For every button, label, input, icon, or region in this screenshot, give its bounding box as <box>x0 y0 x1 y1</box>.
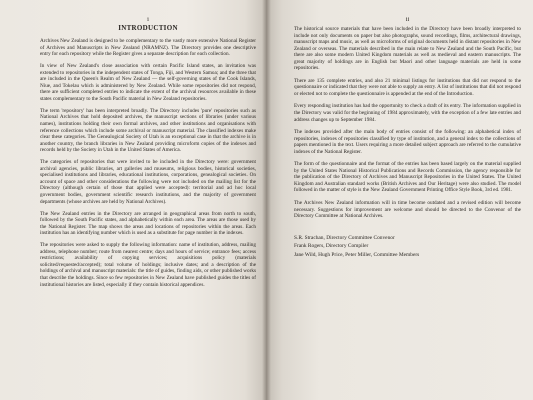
paragraph: The repositories were asked to supply the following information: name of institution, address, mailing address, telephone number; route from nearest centre; days and hours of service; entrance fees; access restrictions; availability of copying services; acquisitions policy (materials solicited/requested/accepted); total volume of holdings; inclusive dates; and a description of the holdings of archival and manuscript materials: the title of guides, finding aids, or other published works that describe the holdings. Since so few repositories in New Zealand have published guides the titles of institutional histories are listed, especially if they contain historical appendices. <box>40 242 256 288</box>
paragraph: The New Zealand entries in the Directory are arranged in geographical areas from north to south, followed by the South Pacific states, and alphabetically within each area. The areas are those used by the National Register. The map shows the areas and locations of repositories within the areas. Each institution has an identifying number which is used as a substitute for page number in the indexes. <box>40 210 256 237</box>
signature-line: Jane Wild, Hugh Price, Peter Miller, Committee Members <box>294 251 420 258</box>
page-number: i <box>147 16 149 23</box>
paragraph: The form of the questionnaire and the format of the entries has been based largely on the material supplied by the United States National Historical Publications and Records Commission, the agency responsible for the publication of the Directory of Archives and Manuscript Repositories in the United States. The United Kingdom and Australian standard works (British Archives and Our Heritage) were also studied. The model followed in the matter of style is the New Zealand Government Printing Office Style Book, 3rd ed. 1981. <box>294 161 521 194</box>
page-heading: INTRODUCTION <box>118 24 178 32</box>
paragraph: Every responding institution has had the opportunity to check a draft of its entry. The information supplied in the Directory was valid for the beginning of 1984 approximately, with the exception of a few late entries and address changes up to September 1984. <box>294 103 521 123</box>
paragraph: The historical source materials that have been included in the Directory have been broadly interpreted to include not only documents on paper but also photographs, sound recordings, films, architectural drawings, manuscript maps and music, as well as microforms of original documents held in distant repositories in New Zealand or overseas. The materials described in the main relate to New Zealand and the South Pacific, but there are also some modern United Kingdom materials as well as medieval and eastern manuscripts. The great majority of holdings are in English but Maori and other language materials are held in some repositories. <box>294 26 521 72</box>
signature-block <box>294 230 521 260</box>
paragraph: The term 'repository' has been interpreted broadly. The Directory includes 'pure' repositories such as National Archives that hold deposited archives, the manuscript sections of libraries (under various names), institutions holding their own formal archives, and other institutions and organisations with reference collections which include some archival or manuscript material. The classified indexes make clear these categories. The Genealogical Society of Utah is an exceptional case in that the archive is in another country, the branch libraries in New Zealand providing microform copies of the indexes and records held by the Society in Utah in the United States of America. <box>40 107 256 154</box>
paragraph: The indexes provided after the main body of entries consist of the following: an alphabetical index of repositories, indexes of repositories classified by type of institution, and a general index to the collections of papers mentioned in the text. Users requiring a more detailed subject approach are referred to the cumulative indexes of the National Register. <box>294 129 521 155</box>
right-page <box>266 0 533 400</box>
left-page <box>0 0 266 400</box>
paragraph: The categories of repositories that were invited to be included in the Directory were: government archival agencies, public libraries, art galleries and museums, religious bodies, historical societies, specialised institutions and libraries, educational institutions, corporations, genealogical societies. On account of space and other considerations the following were not included on the mailing list for the Directory (although certain of those that applied were accepted): territorial and ad hoc local government bodies, government scientific research institutions, and the majority of government departments (whose archives are held by National Archives). <box>40 159 256 205</box>
signature-line: S.R. Strachan, Directory Committee Convenor <box>294 234 395 241</box>
paragraph: There are 135 complete entries, and also 21 minimal listings for institutions that did not respond to the questionnaire or indicated that they were not able to supply an entry. A list of institutions that did not respond or elected not to complete the questionnaire is appended at the end of the Introduction. <box>294 77 521 97</box>
paragraph: Archives New Zealand is designed to be complementary to the vastly more extensive National Register of Archives and Manuscripts in New Zealand (NRAMNZ). The Directory provides one descriptive entry for each repository while the Register gives a separate description for each collection. <box>40 38 256 58</box>
signature-line: Frank Rogers, Directory Compiler <box>294 243 369 250</box>
paragraph: The Archives New Zealand information will in time become outdated and a revised edition will become necessary. Suggestions for improvement are welcome and should be directed to the Convenor of the Directory Committee at National Archives. <box>294 200 521 220</box>
paragraph: In view of New Zealand's close association with certain Pacific Island states, an invitation was extended to repositories in the independent states of Tonga, Fiji, and Western Samoa; and the three that are included in the Queen's Realm of New Zealand — the self-governing states of the Cook Islands, Niue, and Tokelau which is administered by New Zealand. While some repositories did not respond, there are sufficient completed entries to indicate the extent of the archival resources available in these states complementary to the South Pacific material in New Zealand repositories. <box>40 63 256 102</box>
page-number: ii <box>405 16 410 23</box>
